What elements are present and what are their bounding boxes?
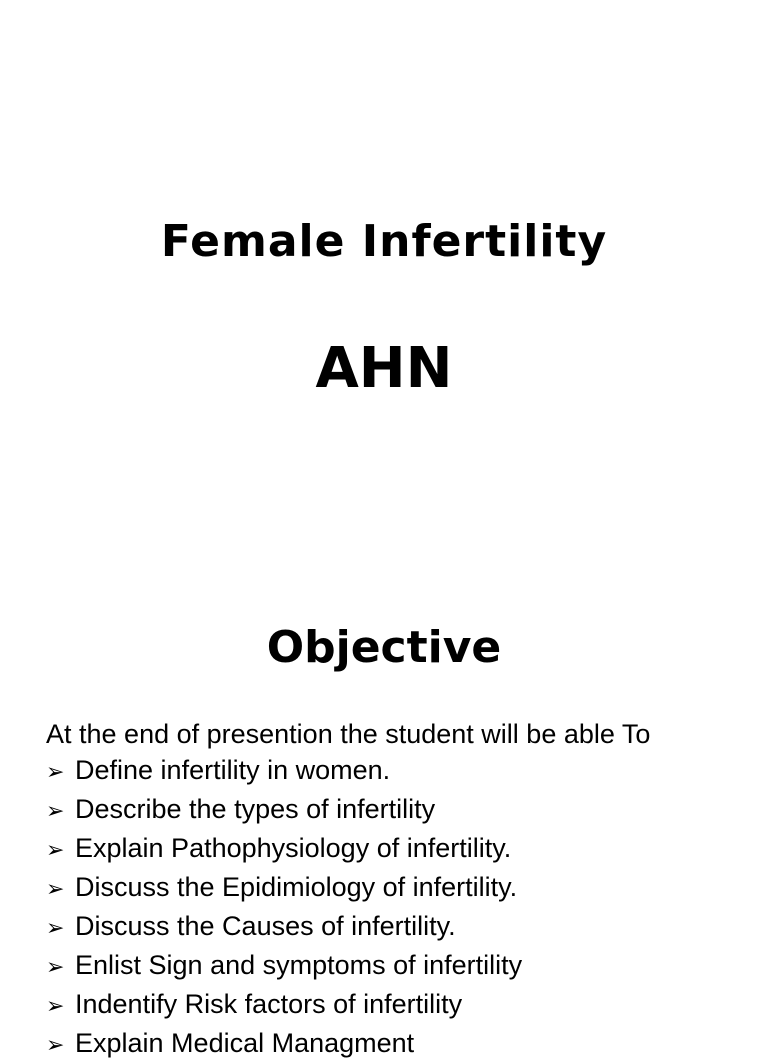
arrow-bullet-icon: ➢ (46, 799, 65, 824)
objective-slide (0, 576, 768, 1058)
list-item-text: Discuss the Epidimiology of infertility. (75, 872, 518, 902)
list-item-text: Explain Medical Managment (75, 1028, 415, 1058)
list-item (46, 947, 746, 986)
list-item-text: Enlist Sign and symptoms of infertility (75, 950, 523, 980)
arrow-bullet-icon: ➢ (46, 877, 65, 902)
arrow-bullet-icon: ➢ (46, 994, 65, 1019)
list-item-text: Indentify Risk factors of infertility (75, 989, 463, 1019)
arrow-bullet-icon: ➢ (46, 1033, 65, 1058)
list-item-text: Describe the types of infertility (75, 794, 436, 824)
list-item (46, 752, 746, 791)
objective-content (46, 716, 746, 1064)
arrow-bullet-icon: ➢ (46, 955, 65, 980)
list-item (46, 908, 746, 947)
list-item-text: Explain Pathophysiology of infertility. (75, 833, 512, 863)
list-item-text: Discuss the Causes of infertility. (75, 911, 456, 941)
objective-list (46, 752, 746, 1064)
list-item (46, 791, 746, 830)
slide-title: Female Infertility (160, 216, 608, 267)
list-item (46, 869, 746, 908)
objective-title: Objective (266, 622, 502, 673)
arrow-bullet-icon: ➢ (46, 760, 65, 785)
list-item (46, 830, 746, 869)
list-item (46, 986, 746, 1025)
slide-subtitle: AHN (315, 336, 453, 401)
arrow-bullet-icon: ➢ (46, 916, 65, 941)
objective-intro: At the end of presention the student will be able To (46, 719, 651, 749)
list-item (46, 1025, 746, 1064)
list-item-text: Define infertility in women. (75, 755, 391, 785)
arrow-bullet-icon: ➢ (46, 838, 65, 863)
